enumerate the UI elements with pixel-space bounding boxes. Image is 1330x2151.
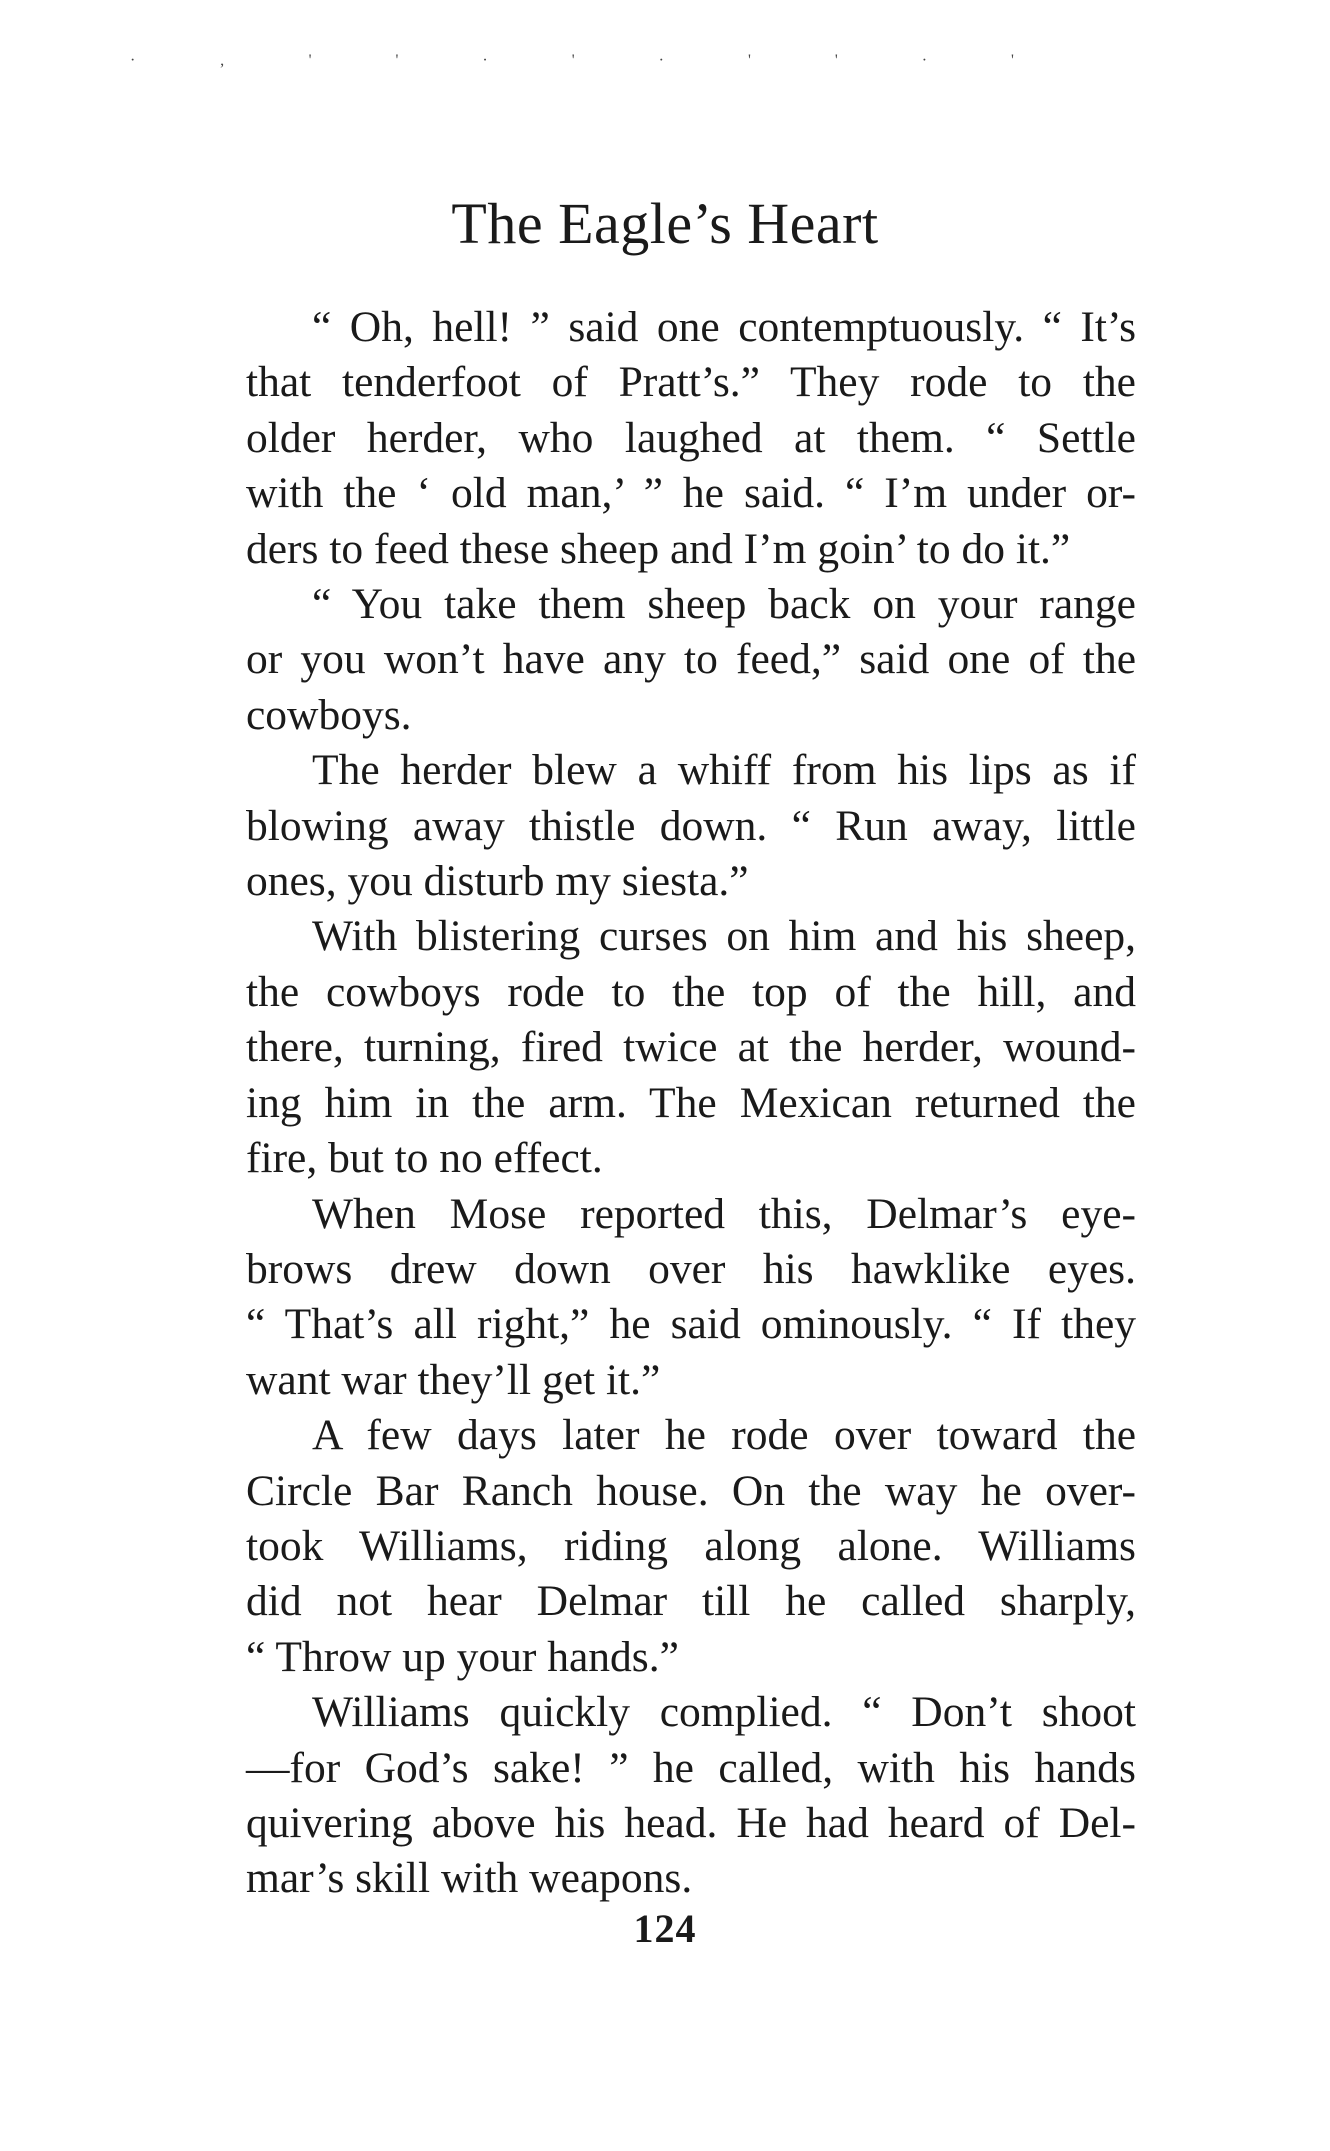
- text-line: —for God’s sake! ” he called, with his hands: [246, 1743, 1136, 1792]
- text-line: or you won’t have any to feed,” said one of the: [246, 635, 1136, 684]
- text-line: there, turning, fired twice at the herder, wound-: [246, 1023, 1136, 1072]
- text-line: fire, but to no effect.: [246, 1134, 603, 1183]
- text-line: A few days later he rode over toward the: [312, 1411, 1136, 1460]
- text-line: brows drew down over his hawklike eyes.: [246, 1244, 1136, 1293]
- print-specks: · ‚ ' ' · ' · ' ' · ': [130, 52, 1054, 69]
- text-line: older herder, who laughed at them. “ Settle: [246, 413, 1136, 462]
- text-line: that tenderfoot of Pratt’s.” They rode to the: [246, 358, 1136, 407]
- text-line: want war they’ll get it.”: [246, 1355, 661, 1404]
- text-line: did not hear Delmar till he called sharply,: [246, 1577, 1136, 1626]
- running-head: The Eagle’s Heart: [451, 191, 879, 256]
- text-line: Williams quickly complied. “ Don’t shoot: [312, 1688, 1136, 1737]
- text-line: “ Oh, hell! ” said one contemptuously. “ It’s: [312, 303, 1136, 351]
- text-line: With blistering curses on him and his sheep,: [312, 912, 1136, 961]
- text-line: The herder blew a whiff from his lips as if: [312, 746, 1136, 795]
- text-line: mar’s skill with weapons.: [246, 1854, 693, 1903]
- text-line: blowing away thistle down. “ Run away, little: [246, 801, 1136, 850]
- paragraph: [180, 300, 1136, 577]
- text-line: took Williams, riding along alone. Williams: [246, 1521, 1136, 1570]
- text-line: ing him in the arm. The Mexican returned the: [246, 1078, 1136, 1127]
- text-line: Circle Bar Ranch house. On the way he over-: [246, 1466, 1136, 1515]
- paragraph: [180, 1408, 1136, 1685]
- text-line: the cowboys rode to the top of the hill, and: [246, 967, 1136, 1016]
- text-line: quivering above his head. He had heard of Del-: [246, 1798, 1136, 1847]
- paragraph: [180, 909, 1136, 1186]
- text-line: ones, you disturb my siesta.”: [246, 857, 749, 906]
- paragraph: [180, 1187, 1136, 1409]
- paragraph: [180, 1685, 1136, 1907]
- text-line: When Mose reported this, Delmar’s eye-: [312, 1189, 1136, 1238]
- page-number: 124: [633, 1906, 697, 1951]
- text-line: with the ‘ old man,’ ” he said. “ I’m under or-: [246, 469, 1136, 518]
- text-line: ders to feed these sheep and I’m goin’ to do it.”: [246, 524, 1071, 573]
- paragraph: [180, 577, 1136, 743]
- text-line: cowboys.: [246, 690, 412, 739]
- paragraph: [180, 743, 1136, 909]
- body-text: [180, 300, 1136, 1907]
- text-line: “ That’s all right,” he said ominously. “ If they: [246, 1300, 1136, 1349]
- text-line: “ Throw up your hands.”: [246, 1632, 679, 1681]
- text-line: “ You take them sheep back on your range: [312, 580, 1136, 629]
